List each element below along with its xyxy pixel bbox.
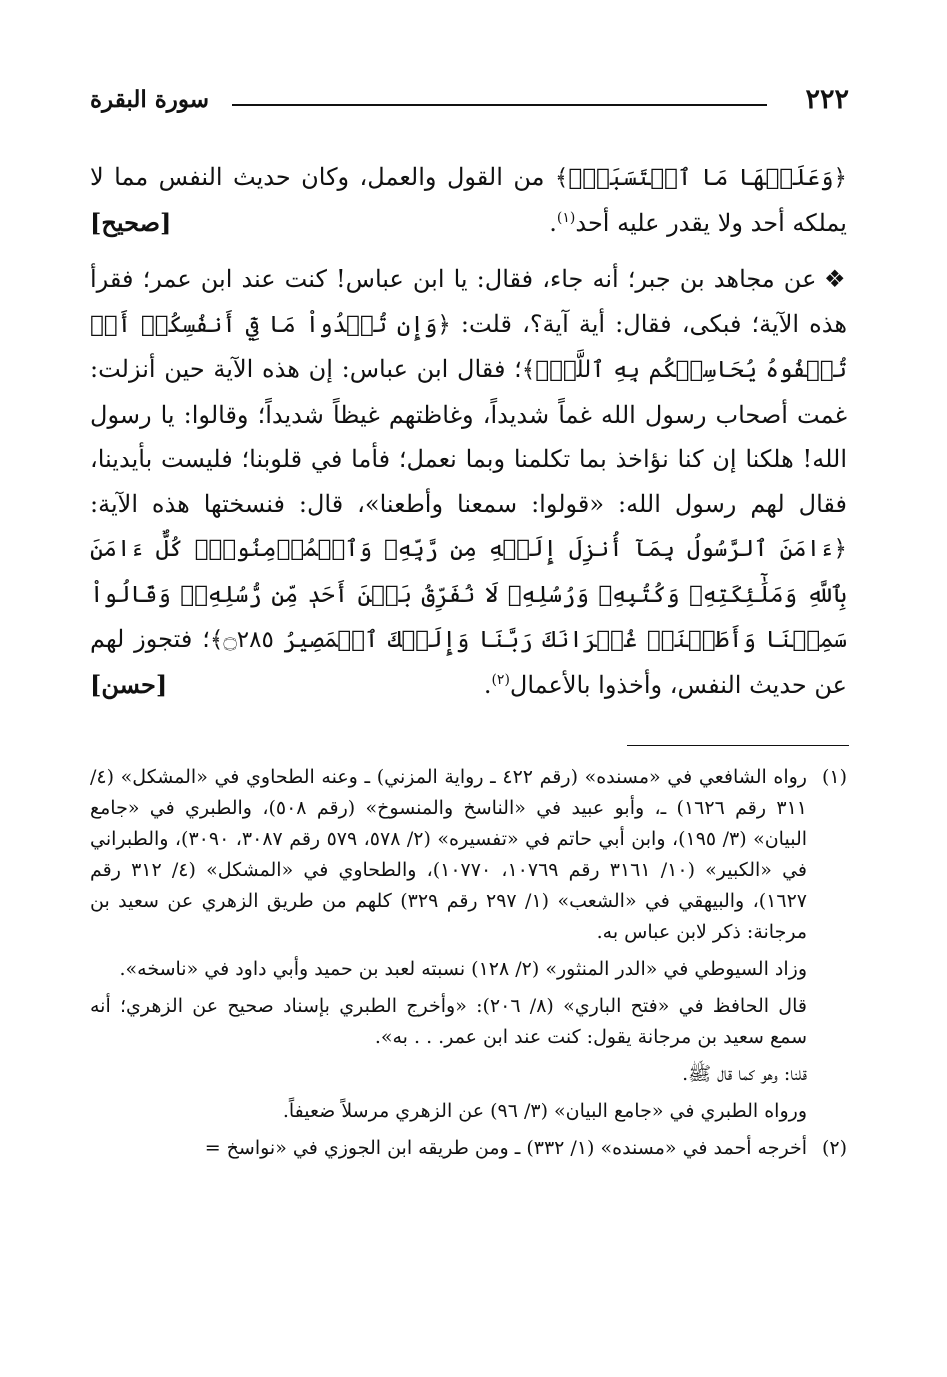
footnote-1-continuation: وزاد السيوطي في «الدر المنثور» (٢/ ١٢٨) نسبته لعبد بن حميد وأبي داود في «ناسخه». [119, 958, 807, 980]
footnote-1-continuation: قال الحافظ في «فتح الباري» (٨/ ٢٠٦): «وأخرج الطبري بإسناد صحيح عن الزهري؛ أنه سمع سعيد بن مرجانة يقول: كنت عند ابن عمر. . . به». [90, 995, 807, 1048]
paragraph-1 [90, 155, 847, 245]
footnote-text: أخرجه أحمد في «مسنده» (١/ ٣٣٢) ـ ومن طريقه ابن الجوزي في «نواسخ = [204, 1137, 807, 1159]
diamond-bullet-icon: ❖ [824, 265, 847, 293]
footnote-2 [90, 1133, 847, 1164]
quran-verse: ﴿وَإِن تُبۡدُواْ مَا فِيٓ أَنفُسِكُمۡ أَوۡ تُخۡفُوهُ يُحَاسِبۡكُم بِهِ ٱللَّهُۖ﴾ [90, 311, 848, 383]
footnote-text: رواه الشافعي في «مسنده» (رقم ٤٢٢ ـ رواية المزني) ـ وعنه الطحاوي في «المشكل» (٤/ ٣١١ رقم ١٦٢٦) ـ، وأبو عبيد في «الناسخ والمنسوخ» (رقم ٥٠٨)، والطبري في «جامع البيان» (٣/ ١٩٥)، وابن أبي حاتم في «تفسيره» (٢/ ٥٧٨، ٥٧٩ رقم ٣٠٨٧، ٣٠٩٠)، والطبراني في «الكبير» (١٠/ ٣١٦١ رقم ١٠٧٦٩، ١٠٧٧٠)، والطحاوي في «المشكل» (٤/ ٣١٢ رقم ١٦٢٧)، والبيهقي في «الشعب» (١/ ٢٩٧ رقم ٣٢٩) كلهم من طريق الزهري عن سعيد بن مرجانة: ذكر لابن عباس به. [90, 766, 808, 943]
main-text [90, 155, 847, 707]
paragraph-text: من القول والعمل، وكان حديث النفس مما لا يملكه أحد ولا يقدر عليه أحد [90, 163, 847, 237]
footnote-number: (١) [821, 766, 847, 788]
paragraph-text: عن مجاهد بن جبر؛ أنه جاء، فقال: يا ابن عباس! كنت عند ابن عمر؛ فقرأ هذه الآية؛ فبكى، فقال: أية آية؟، قلت: [90, 265, 847, 338]
surah-title: سورة البقرة [90, 86, 210, 113]
footnote-ref-1[interactable]: (١) [556, 209, 576, 226]
paragraph-text: ؛ فقال ابن عباس: إن هذه الآية حين أنزلت: غمت أصحاب رسول الله غماً شديداً، وغاظتهم غيظاً شديداً؛ وقالوا: يا رسول الله! هلكنا إن كنا نؤاخذ بما تكلمنا وبما نعمل؛ فأما في قلوبنا؛ فليست بأيدينا، فقال لهم رسول الله: «قولوا: سمعنا وأطعنا»، قال: فنسختها هذه الآية: [90, 355, 848, 518]
footnote-separator [627, 745, 849, 746]
footnote-1 [90, 762, 847, 948]
paragraph-2 [90, 257, 847, 707]
footnote-ref-2[interactable]: (٢) [491, 671, 510, 688]
sentence-end: . [483, 670, 492, 699]
footnote-number: (٢) [821, 1137, 847, 1159]
footnote-1-continuation: قلنا: وهو كما قال ﷺ. [682, 1063, 807, 1085]
paragraph-text: ؛ فتجوز لهم عن حديث النفس، وأخذوا بالأعمال [90, 625, 847, 699]
grade-label: [صحيح] [90, 207, 172, 237]
footnote-1-continuation: ورواه الطبري في «جامع البيان» (٣/ ٩٦) عن الزهري مرسلاً ضعيفاً. [282, 1100, 807, 1122]
footnotes [90, 762, 847, 1170]
sentence-end: . [549, 208, 557, 237]
quran-verse: ﴿ءَامَنَ ٱلرَّسُولُ بِمَآ أُنزِلَ إِلَيۡهِ مِن رَّبِّهِۦ وَٱلۡمُؤۡمِنُونَۚ كُلٌّ ءَامَنَ بِٱللَّهِ وَمَلَٰٓئِكَتِهِۦ وَكُتُبِهِۦ وَرُسُلِهِۦ لَا نُفَرِّقُ بَيۡنَ أَحَدٖ مِّن رُّسُلِهِۦۚ وَقَالُواْ سَمِعۡنَا وَأَطَعۡنَاۖ غُفۡرَانَكَ رَبَّنَا وَإِلَيۡكَ ٱلۡمَصِيرُ ۝٢٨٥﴾ [90, 536, 847, 653]
quran-verse: ﴿وَعَلَيۡهَا مَا ٱكۡتَسَبَتۡۗ﴾ [554, 165, 847, 191]
header-rule [232, 104, 767, 106]
page-number: ٢٢٢ [805, 84, 849, 115]
page-header [90, 84, 849, 124]
grade-label: [حسن] [90, 669, 168, 699]
